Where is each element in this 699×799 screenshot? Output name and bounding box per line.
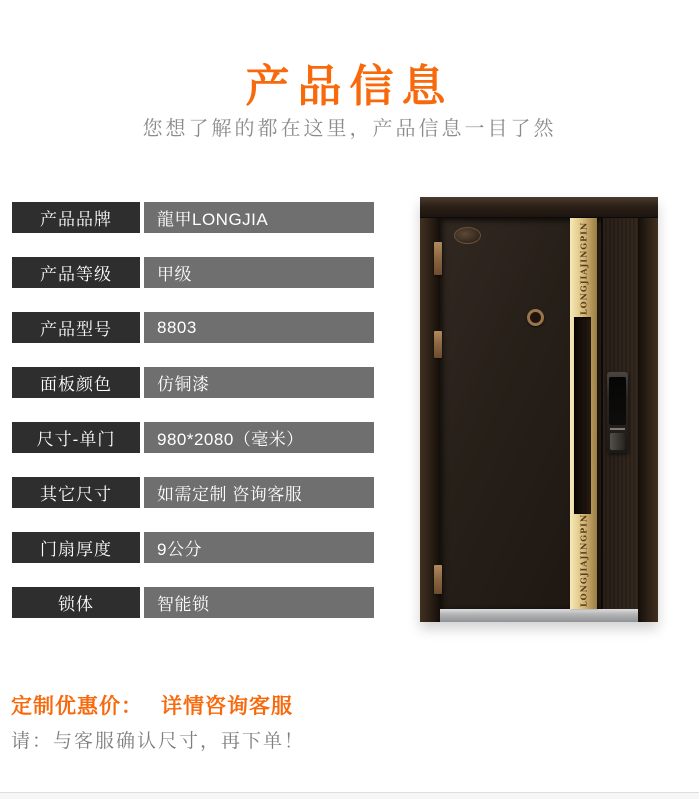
smart-lock-screen xyxy=(609,377,626,425)
lock-cylinder xyxy=(527,309,544,326)
spec-value: 980*2080（毫米） xyxy=(144,422,374,453)
price-line xyxy=(11,690,293,720)
spec-table xyxy=(12,202,376,642)
spec-value: 智能锁 xyxy=(144,587,374,618)
smart-lock-brand-line xyxy=(610,428,625,430)
spec-row-size xyxy=(12,422,376,453)
door-frame xyxy=(420,197,658,622)
door-frame-lintel xyxy=(420,197,658,218)
spec-value: 仿铜漆 xyxy=(144,367,374,398)
door-hinge-bottom xyxy=(434,565,442,594)
spec-label: 产品等级 xyxy=(12,257,140,288)
spec-row-grade xyxy=(12,257,376,288)
gold-brand-strip xyxy=(570,218,597,609)
order-note: 请：与客服确认尺寸，再下单！ xyxy=(11,731,306,752)
page-subtitle: 您想了解的都在这里，产品信息一目了然 xyxy=(142,118,557,140)
spec-value: 如需定制 咨询客服 xyxy=(144,477,374,508)
spec-row-other-size xyxy=(12,477,376,508)
price-value: 详情咨询客服 xyxy=(161,695,293,718)
spec-label: 门扇厚度 xyxy=(12,532,140,563)
spec-label: 锁体 xyxy=(12,587,140,618)
door-handle-recess xyxy=(574,317,591,514)
brand-strip-text-top: LONGJIAJINGPIN xyxy=(578,221,589,316)
product-photo xyxy=(395,185,699,685)
smart-lock xyxy=(607,372,628,453)
spec-label: 面板颜色 xyxy=(12,367,140,398)
spec-value: 龍甲LONGJIA xyxy=(144,202,374,233)
spec-label: 其它尺寸 xyxy=(12,477,140,508)
spec-label: 尺寸-单门 xyxy=(12,422,140,453)
spec-value: 9公分 xyxy=(144,532,374,563)
spec-row-brand xyxy=(12,202,376,233)
door-hinge-middle xyxy=(434,331,442,358)
page-title: 产品信息 xyxy=(245,62,454,111)
spec-value: 8803 xyxy=(144,312,374,343)
door-frame-right-post xyxy=(638,197,658,622)
spec-label: 产品品牌 xyxy=(12,202,140,233)
spec-value: 甲级 xyxy=(144,257,374,288)
price-label: 定制优惠价： xyxy=(11,695,143,718)
spec-row-model xyxy=(12,312,376,343)
peephole-emblem xyxy=(454,227,481,244)
door-seam xyxy=(601,218,603,609)
spec-label: 产品型号 xyxy=(12,312,140,343)
smart-lock-handle xyxy=(610,433,625,450)
door-threshold xyxy=(440,609,638,622)
spec-row-panel-color xyxy=(12,367,376,398)
spec-row-lock xyxy=(12,587,376,618)
spec-row-thickness xyxy=(12,532,376,563)
bottom-band xyxy=(0,793,699,799)
brand-strip-text-bottom: LONGJIAJINGPIN xyxy=(578,514,589,607)
door-hinge-top xyxy=(434,242,442,275)
